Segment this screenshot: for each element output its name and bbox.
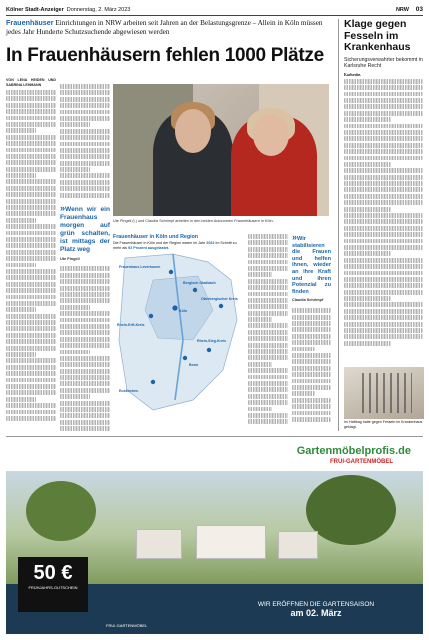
- body-text-line: [6, 397, 36, 402]
- body-text-line: [248, 349, 288, 354]
- body-text-line: [344, 322, 423, 327]
- body-text-line: [344, 92, 423, 97]
- body-text-line: [6, 320, 56, 325]
- label-koeln: Köln: [179, 309, 187, 313]
- article-photo: [113, 84, 329, 216]
- body-text-line: [60, 161, 110, 166]
- body-text-line: [344, 277, 423, 282]
- body-text-line: [6, 365, 56, 370]
- label-oberberg: Oberbergischer Kreis: [201, 297, 238, 301]
- body-text-line: [248, 407, 272, 412]
- body-text-line: [292, 347, 315, 352]
- body-text-line: [248, 247, 288, 252]
- body-text-line: [6, 301, 56, 306]
- body-text-line: [248, 419, 288, 424]
- label-rhein-erft: Rhein-Erft-Kreis: [117, 323, 145, 327]
- body-text-line: [6, 211, 56, 216]
- section-label: NRW: [395, 6, 409, 13]
- body-text-line: [344, 328, 423, 333]
- body-text-line: [248, 260, 288, 265]
- body-text-line: [60, 305, 90, 310]
- body-text-line: [6, 167, 56, 172]
- body-text-line: [6, 141, 56, 146]
- body-text-line: [60, 266, 110, 271]
- body-text-line: [60, 97, 110, 102]
- body-text-line: [60, 279, 110, 284]
- body-text-line: [292, 359, 331, 364]
- body-text-line: [60, 180, 110, 185]
- body-text-line: [60, 148, 110, 153]
- body-text-line: [60, 356, 110, 361]
- map-subtitle: Die Frauenhäuser in Köln und der Region waren im Jahr 2022 im Schnitt zu mehr als 92 Prozent ausgelastet.: [113, 241, 237, 250]
- body-text-line: [6, 326, 56, 331]
- body-text-line: [6, 346, 56, 351]
- body-text-line: [60, 154, 110, 159]
- advertisement[interactable]: [6, 436, 423, 634]
- page-number: 03: [415, 6, 423, 13]
- body-text-line: [6, 231, 56, 236]
- body-text-line: [60, 401, 110, 406]
- body-text-line: [344, 341, 391, 346]
- body-text-line: [248, 375, 288, 380]
- body-text-line: [6, 237, 56, 242]
- body-text-line: [6, 90, 56, 95]
- body-text-line: [344, 85, 423, 90]
- article-headline: In Frauenhäusern fehlen 1000 Plätze: [6, 45, 324, 66]
- body-text-line: [6, 199, 56, 204]
- body-text-line: [344, 104, 423, 109]
- body-text-line: [6, 263, 36, 268]
- body-text-line: [344, 315, 423, 320]
- body-text-line: [6, 186, 56, 191]
- body-text-line: [6, 116, 56, 121]
- body-text-line: [248, 336, 288, 341]
- body-text-line: [292, 327, 331, 332]
- body-text-line: [6, 224, 56, 229]
- body-text-line: [60, 286, 110, 291]
- body-text-line: [344, 156, 423, 161]
- body-text-line: [60, 343, 110, 348]
- body-text-line: [344, 290, 423, 295]
- body-text-line: [344, 187, 423, 192]
- body-text-line: [60, 129, 110, 134]
- body-text-line: [6, 205, 56, 210]
- body-text-line: [6, 333, 56, 338]
- sidebar-body: [344, 73, 423, 346]
- body-text-line: [6, 269, 56, 274]
- body-text-line: [60, 167, 90, 172]
- body-text-line: [60, 426, 110, 431]
- label-bonn: Bonn: [189, 363, 199, 367]
- sidebar-subheadline: Sicherungsverwahrter bekommt in Karlsruhe Recht: [344, 56, 423, 69]
- text-column-4: [292, 234, 331, 429]
- body-text-line: [292, 372, 331, 377]
- ad-tag: FRUI-GARTENMÖBEL: [106, 623, 148, 628]
- label-euskirchen: Euskirchen: [119, 389, 139, 393]
- body-text-line: [344, 219, 423, 224]
- body-text-line: [6, 250, 56, 255]
- label-bergisch-gladbach: Bergisch Gladbach: [183, 281, 216, 285]
- body-text-line: [60, 375, 110, 380]
- body-text-line: [344, 136, 423, 141]
- body-text-line: [248, 368, 288, 373]
- body-text-line: [344, 226, 423, 231]
- body-text-line: [6, 307, 36, 312]
- body-text-line: [6, 378, 56, 383]
- body-text-line: [6, 416, 56, 421]
- body-text-line: [248, 323, 288, 328]
- body-text-line: [248, 279, 288, 284]
- body-text-line: [344, 175, 423, 180]
- body-text-line: [60, 350, 90, 355]
- body-text-line: [344, 124, 423, 129]
- pull-quote: »Wenn wir ein Frauenhaus morgen auf grün schalten, ist mittags der Platz weg: [60, 202, 110, 253]
- pull-quote-author: Ute Pingell: [60, 256, 80, 261]
- body-text-line: [248, 292, 288, 297]
- body-text-line: [248, 394, 288, 399]
- body-text-line: [60, 381, 110, 386]
- body-text-line: [344, 232, 423, 237]
- body-text-line: [60, 362, 110, 367]
- body-text-line: [60, 110, 110, 115]
- body-text-line: [344, 283, 423, 288]
- masthead: [6, 4, 423, 16]
- body-text-line: [6, 192, 56, 197]
- kicker: Frauenhäuser: [6, 18, 54, 27]
- body-text-line: [292, 315, 331, 320]
- body-text-line: [248, 362, 272, 367]
- body-text-line: [6, 256, 56, 261]
- body-text-line: [60, 142, 110, 147]
- body-text-line: [60, 116, 110, 121]
- body-text-line: [6, 160, 56, 165]
- body-text-line: [344, 79, 423, 84]
- body-text-line: [248, 317, 272, 322]
- body-text-line: [248, 400, 288, 405]
- ad-logo-sub: FRUI-GARTENMÖBEL: [330, 459, 393, 465]
- body-text-line: [60, 193, 110, 198]
- body-text-line: [344, 309, 423, 314]
- region-map: [113, 250, 243, 428]
- sidebar-caption: Im Hafttrag hatte gegen Fesseln im Krankenhaus geklagt.: [344, 420, 423, 429]
- body-text-line: [60, 337, 110, 342]
- body-text-line: [60, 330, 110, 335]
- body-text-line: [292, 321, 331, 326]
- marker-koeln: [172, 305, 177, 310]
- body-text-line: [292, 379, 331, 384]
- label-rhein-sieg: Rhein-Sieg-Kreis: [197, 339, 226, 343]
- photo-caption: Ute Pingell (l.) und Claudia Schrimpf arbeiten in den beiden Autonomen Frauenhäusern in Köln.: [113, 219, 274, 223]
- body-text-line: [344, 98, 423, 103]
- sidebar-photo: [344, 367, 424, 419]
- body-text-line: [6, 173, 36, 178]
- marker-oberberg: [219, 304, 223, 308]
- body-text-line: [6, 148, 56, 153]
- body-text-line: [6, 154, 56, 159]
- issue-date: Donnerstag, 2. März 2023: [66, 6, 131, 13]
- body-text-line: [6, 122, 56, 127]
- body-text-line: [60, 84, 110, 89]
- byline: VON LENA HEIDEN UND SABRINA LEHMANN: [6, 78, 56, 87]
- body-text-line: [292, 404, 331, 409]
- sidebar-dateline: Karlsruhe.: [344, 72, 362, 77]
- body-text-line: [292, 411, 331, 416]
- body-text-line: [60, 420, 110, 425]
- body-text-line: [6, 295, 56, 300]
- text-column-3: [248, 234, 288, 429]
- body-text-line: [292, 366, 331, 371]
- shelter-map: [113, 234, 243, 428]
- pull-quote-2-author: Claudia Schrimpf: [292, 298, 324, 303]
- body-text-line: [60, 324, 110, 329]
- sidebar-article: [338, 19, 423, 431]
- body-text-line: [60, 173, 110, 178]
- body-text-line: [6, 135, 56, 140]
- main-article: [6, 19, 331, 431]
- body-text-line: [248, 253, 288, 258]
- body-text-line: [344, 251, 391, 256]
- body-text-line: [6, 243, 56, 248]
- ad-logo: Gartenmöbelprofis.de: [296, 445, 411, 457]
- body-text-line: [344, 296, 391, 301]
- body-text-line: [344, 200, 423, 205]
- marker-rhein-sieg: [207, 348, 211, 352]
- body-text-line: [60, 90, 110, 95]
- body-text-line: [344, 111, 423, 116]
- body-text-line: [344, 213, 423, 218]
- text-column-2: [60, 84, 110, 429]
- body-text-line: [6, 288, 56, 293]
- ad-coupon[interactable]: 50 € FRÜHJAHRS-GUTSCHEIN: [18, 557, 88, 612]
- body-text-line: [292, 334, 331, 339]
- body-text-line: [344, 239, 423, 244]
- body-text-line: [60, 186, 110, 191]
- publication-name: Kölner Stadt-Anzeiger: [6, 6, 64, 13]
- marker-bonn: [183, 356, 187, 360]
- text-column-1: [6, 78, 56, 429]
- body-text-line: [344, 245, 423, 250]
- body-text-line: [60, 103, 110, 108]
- body-text-line: [248, 285, 288, 290]
- body-text-line: [344, 117, 391, 122]
- body-text-line: [248, 304, 288, 309]
- body-text-line: [248, 298, 288, 303]
- body-text-line: [248, 343, 288, 348]
- marker-bergisch-gladbach: [193, 288, 197, 292]
- body-text-line: [248, 272, 272, 277]
- body-text-line: [60, 122, 90, 127]
- body-text-line: [6, 403, 56, 408]
- body-text-line: [6, 339, 56, 344]
- body-text-line: [344, 302, 423, 307]
- body-text-line: [344, 181, 423, 186]
- body-text-line: [344, 143, 423, 148]
- body-text-line: [6, 390, 56, 395]
- body-text-line: [6, 179, 56, 184]
- map-title: Frauenhäuser in Köln und Region: [113, 234, 199, 240]
- body-text-line: [248, 381, 288, 386]
- body-text-line: [292, 391, 315, 396]
- body-text-line: [344, 264, 423, 269]
- body-text-line: [60, 413, 110, 418]
- body-text-line: [344, 258, 423, 263]
- body-text-line: [6, 314, 56, 319]
- body-text-line: [248, 234, 288, 239]
- body-text-line: [60, 369, 110, 374]
- sidebar-headline: Klage gegen Fesseln im Krankenhaus: [344, 18, 411, 53]
- body-text-line: [344, 194, 423, 199]
- body-text-line: [6, 371, 56, 376]
- body-text-line: [248, 355, 288, 360]
- body-text-line: [248, 266, 288, 271]
- body-text-line: [292, 353, 331, 358]
- body-text-line: [344, 130, 423, 135]
- body-text-line: [6, 218, 36, 223]
- body-text-line: [6, 128, 36, 133]
- body-text-line: [248, 413, 288, 418]
- body-text-line: [6, 96, 56, 101]
- body-text-line: [248, 330, 288, 335]
- body-text-line: [60, 318, 110, 323]
- body-text-line: [344, 149, 423, 154]
- body-text-line: [344, 168, 423, 173]
- marker-rhein-erft: [149, 314, 153, 318]
- marker-euskirchen: [151, 380, 155, 384]
- body-text-line: [248, 240, 288, 245]
- body-text-line: [6, 275, 56, 280]
- body-text-line: [60, 292, 110, 297]
- body-text-line: [292, 308, 331, 313]
- body-text-line: [248, 311, 288, 316]
- body-text-line: [248, 387, 288, 392]
- body-text-line: [6, 358, 56, 363]
- kicker-line: [6, 19, 331, 36]
- body-text-line: [292, 417, 331, 422]
- pull-quote-2: »Wir stabilisieren die Frauen und helfen ihnen, wieder an ihre Kraft und ihren Potenzial zu finden: [292, 232, 331, 295]
- body-text-line: [292, 340, 331, 345]
- label-leverkusen: Frauenhaus Leverkusen: [119, 265, 161, 269]
- body-text-line: [344, 207, 391, 212]
- body-text-line: [60, 394, 90, 399]
- body-text-line: [60, 311, 110, 316]
- body-text-line: [60, 388, 110, 393]
- body-text-line: [60, 273, 110, 278]
- ad-headline: WIR ERÖFFNEN DIE GARTENSAISON am 02. März: [257, 601, 375, 618]
- body-text-line: [292, 398, 331, 403]
- body-text-line: [6, 352, 36, 357]
- body-text-line: [60, 407, 110, 412]
- body-text-line: [344, 162, 391, 167]
- body-text-line: [60, 135, 110, 140]
- body-text-line: [6, 282, 56, 287]
- kicker-text: Einrichtungen in NRW arbeiten seit Jahren an der Belastungsgrenze – Allein in Köln müssen jedes Jahr Hunderte Schutzsuchende abgewiesen werden: [6, 19, 323, 36]
- body-text-line: [292, 385, 331, 390]
- body-text-line: [6, 384, 56, 389]
- body-text-line: [6, 410, 56, 415]
- body-text-line: [60, 298, 110, 303]
- body-text-line: [6, 109, 56, 114]
- body-text-line: [344, 334, 423, 339]
- marker-leverkusen: [169, 270, 173, 274]
- body-text-line: [344, 271, 423, 276]
- body-text-line: [6, 103, 56, 108]
